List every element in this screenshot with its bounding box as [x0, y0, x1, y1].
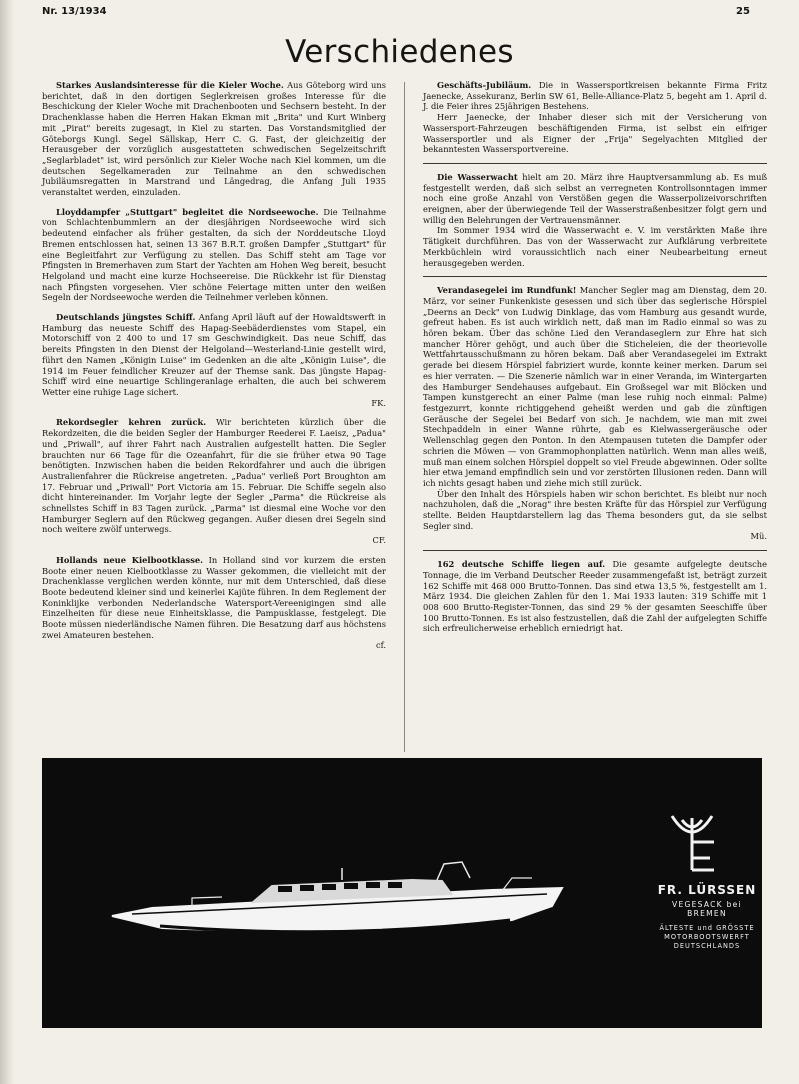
article-geschaefts-jubilaeum [423, 80, 767, 155]
author-signature: CF. [372, 535, 386, 546]
page-spine [0, 0, 14, 1084]
fl-monogram-logo [672, 816, 714, 870]
article-body: Mancher Segler mag am Dienstag, dem 20. März, vor seiner Funkenkiste gesessen und sich über das seglerische Hörspiel „Deerns an Deck" von Ludwig Dinklage, das vom Hamburg aus gesandt wurde, gefreut haben. Es ist auch wirklich nett, daß man im Radio einmal so was zu hören bekam. Über das schöne Lied den Verandaseglern zur Ehre hat sich mancher Hörer gehögt, und auch über die Sticheleien, die der theorievolle Wettfahrtausschußmann zu hören bekam. Daß aber Verandasegelei im Extrakt gerade bei diesem Hörspiel fabriziert wurde, konnte keiner merken. Darum sei es hier verraten. — Die Szenerie nämlich war in einer Veranda, im Wintergarten des Hamburger Sendehauses aufgebaut. Ein Großsegel war mit Blöcken und Tampen kunstgerecht an einer Palme (man lese ruhig noch einmal: Palme) festgezurrt, konnte richtiggehend geheißt werden und gab die zünftigen Geräusche der Segelei bei Bedarf von sich. Je nachdem, wie man mit zwei Stechpaddeln in einer Wanne rührte, gab es Kielwassergeräusche oder Wellenschlag gegen den Ponton. In den Atempausen tuteten die Dampfer oder schrien die Möwen — von Grammophonplatten natürlich. Wenn man alles weiß, muß man einem solchen Hörspiel doppelt so viel Freude abgewinnen. Oder sollte hier etwa jemand empfindlich sein und vor zerstörten Illusionen reden. Dann will ich nichts gesagt haben und ziehe mich still zurück. [423, 285, 767, 488]
article-heading: Lloyddampfer „Stuttgart" begleitet die Nordseewoche. [56, 206, 319, 217]
article-body: Aus Göteborg wird uns berichtet, daß in den dortigen Seglerkreisen großes Interesse für die Beschickung der Kieler Woche mit Drachenbooten und Sechsern besteht. In der Drachenklasse haben die Herren Hakan Ekman mit „Brita" und Kurt Winberg mit „Pirat" bereits zugesagt, in Kiel zu starten. Das Vorstandsmitglied der Göteborgs Kungl. Segel Sällskap, Herr C. G. Fast, der gleichzeitig der Herausgeber der vorzüglich ausgestatteten schwedischen Segelzeitschrift „Seglarbladet" ist, wird persönlich zur Kieler Woche nach Kiel kommen, um die deutschen Segelkameraden zur Teilnahme an den schwedischen Jubiläumsregatten in Marstrand und Längedrag, die Anfang Juli 1935 veranstaltet werden, einzuladen. [42, 80, 387, 198]
article-body: Die in Wassersportkreisen bekannte Firma Fritz Jaenecke, Assekuranz, Berlin SW 61, Belle-Alliance-Platz 5, begeht am 1. April d. J. die Feier ihres 25jährigen Bestehens. [423, 80, 767, 112]
section-title: Verschiedenes [285, 34, 514, 70]
advertiser-name: FR. LÜRSSEN [657, 883, 757, 897]
author-signature: Mü. [750, 531, 767, 542]
article-heading: 162 deutsche Schiffe liegen auf. [437, 559, 606, 570]
article-wasserwacht [423, 172, 767, 268]
article-rule [423, 550, 767, 551]
advertiser-block [652, 883, 762, 951]
page-number: 25 [736, 6, 750, 17]
article-body-continued: Im Sommer 1934 wird die Wasserwacht e. V. im verstärkten Maße ihre Tätigkeit durchführen. Das von der Wasserwacht zur Aufklärung verbreitete Merkbüchlein wird voraussichtlich nach einer Neubearbeitung erneut herausgegeben werden. [423, 225, 767, 268]
article-rule [423, 163, 767, 164]
article-heading: Hollands neue Kielbootklasse. [56, 554, 204, 565]
article-heading: Rekordsegler kehren zurück. [56, 417, 207, 428]
article-heading: Geschäfts-Jubiläum. [437, 80, 532, 90]
article-rule [423, 276, 767, 277]
article-kielbootklasse [42, 555, 386, 651]
advertiser-tagline-2: MOTORBOOTSWERFT [664, 933, 750, 941]
right-column [423, 80, 767, 634]
article-rekordsegler [42, 417, 386, 545]
author-signature: FK. [371, 397, 386, 408]
column-divider [404, 82, 405, 752]
article-heading: Die Wasserwacht [437, 171, 518, 182]
article-body: Die Teilnahme von Schlachtenbummlern an der diesjährigen Nordseewoche wird sich bedeutend einfacher als früher gestalten, da sich der Norddeutsche Lloyd Bremen entschlossen hat, seinen 13 367 B.R.T. großen Dampfer „Stuttgart" für eine Begleitfahrt zur Verfügung zu stellen. Das Schiff steht am Tage vor Pfingsten in Bremerhaven zum Start der Yachten am Hohen Weg bereit, besucht Helgoland und macht eine kurze Hochseereise. Die Rückkehr ist für Dienstag nach Pfingsten vorgesehen. Vier schöne Feiertage mitten unter den weißen Segeln der Nordseewoche werden die Teilnehmer verleben können. [42, 206, 386, 303]
article-body: Anfang April läuft auf der Howaldtswerft in Hamburg das neueste Schiff des Hapag-Seebäderdienstes vom Stapel, ein Motorschiff von 2 400 to und 17 sm Geschwindigkeit. Das neue Schiff, das bereits Pfingsten in den Dienst der Helgoland—Westerland-Linie gestellt wird, führt den Namen „Königin Luise" im Gedenken an die alte „Königin Luise", die 1914 im Feuer feindlicher Kreuzer auf der Themse sank. Das jüngste Hapag-Schiff wird eine neuartige Schlingeranlage erhalten, die auch bei schwerem Wetter eine ruhige Lage sichert. [42, 312, 387, 397]
luerssen-advertisement [42, 758, 762, 1028]
author-signature: cf. [375, 640, 386, 651]
advertiser-location: VEGESACK bei BREMEN [672, 900, 742, 918]
article-body: In Holland sind vor kurzem die ersten Boote einer neuen Kielbootklasse zu Wasser gekommen, die vielleicht mit der Drachenklasse verglichen werden könnte, nur mit dem Unterschied, daß diese Boote bedeutend kleiner sind und keinerlei Kajüte führen. In dem Reglement der Koninklijke verbonden Nederlandsche Watersport-Vereenigingen sind alle Einzelheiten für diese neue Einheitsklasse, die Pampusklasse, festgelegt. Die Boote müssen niederländische Namen führen. Die Besatzung darf aus höchstens zwei Amateuren bestehen. [42, 554, 387, 640]
article-stuttgart [42, 207, 386, 303]
article-juengstes-schiff [42, 312, 386, 408]
advertiser-tagline-3: DEUTSCHLANDS [673, 942, 741, 950]
article-162-schiffe [423, 559, 767, 634]
article-body-continued: Über den Inhalt des Hörspiels haben wir schon berichtet. Es bleibt nur noch nachzuholen, daß die „Norag" ihre besten Kräfte für das Hörspiel zur Verfügung stellte. Beiden Hauptdarstellern lag das Thema besonders gut, da sie selbst Segler sind. [423, 488, 767, 531]
issue-number: Nr. 13/1934 [42, 6, 107, 17]
article-heading: Starkes Auslandsinteresse für die Kieler Woche. [56, 80, 284, 90]
article-heading: Verandasegelei im Rundfunk! [437, 285, 577, 296]
article-heading: Deutschlands jüngstes Schiff. [56, 312, 196, 323]
article-body: Wir berichteten kürzlich über die Rekordzeiten, die die beiden Segler der Hamburger Reederei F. Laeisz, „Padua" und „Priwall", auf ihrer Fahrt nach Australien aufgestellt hatten. Die Segler brauchten nur 66 Tage für die Ozeanfahrt, für die sie früher etwa 90 Tage benötigten. Inzwischen haben die beiden Rekordfahrer und auch die übrigen Australienfahrer die Rückreise angetreten. „Padua" verließ Port Broughton am 17. Februar und „Priwall" Port Victoria am 15. Februar. Die Schiffe segeln also dicht hintereinander. Im Vorjahr legte der Segler „Parma" die Rückreise als schnellstes Schiff in 83 Tagen zurück. „Parma" ist diesmal eine Woche vor den Hamburger Seglern auf den Rückweg gegangen. Außer diesen drei Segeln sind noch weitere zwölf unterwegs. [42, 417, 386, 535]
advertiser-tagline-1: ÄLTESTE und GRÖSSTE [659, 924, 755, 932]
left-column [42, 80, 386, 651]
article-body: hielt am 20. März ihre Hauptversammlung ab. Es muß festgestellt werden, daß sich selbst an verregneten Kontrollsonntagen immer noch eine große Anzahl von Verstößen gegen die Wasserpolizeivorschriften ereignen, aber der überwiegende Teil der Wasserstraßenbesitzer folgt gern und willig den Belehrungen der Vertrauensmänner. [423, 171, 767, 225]
article-body: Die gesamte aufgelegte deutsche Tonnage, die im Verband Deutscher Reeder zusammengefaßt ist, beträgt zurzeit 162 Schiffe mit 468 000 Brutto-Tonnen. Das sind etwa 13,5 %, festgestellt am 1. März 1934. Die gleichen Zahlen für den 1. Mai 1933 lauten: 319 Schiffe mit 1 008 600 Brutto-Register-Tonnen, das sind 29 % der gesamten Seeschiffe über 100 Brutto-Tonnen. Es ist also festzustellen, daß die Zahl der aufgelegten Schiffe sich erfreulicherweise erheblich erniedrigt hat. [423, 559, 767, 634]
article-verandasegelei [423, 285, 767, 542]
article-kieler-woche [42, 80, 386, 198]
article-body-continued: Herr Jaenecke, der Inhaber dieser sich mit der Versicherung von Wassersport-Fahrzeugen beschäftigenden Firma, ist selbst ein eifriger Wassersportler und als Eigner der „Frija" Segelyachten Mitglied der bekanntesten Wassersportvereine. [423, 112, 767, 155]
